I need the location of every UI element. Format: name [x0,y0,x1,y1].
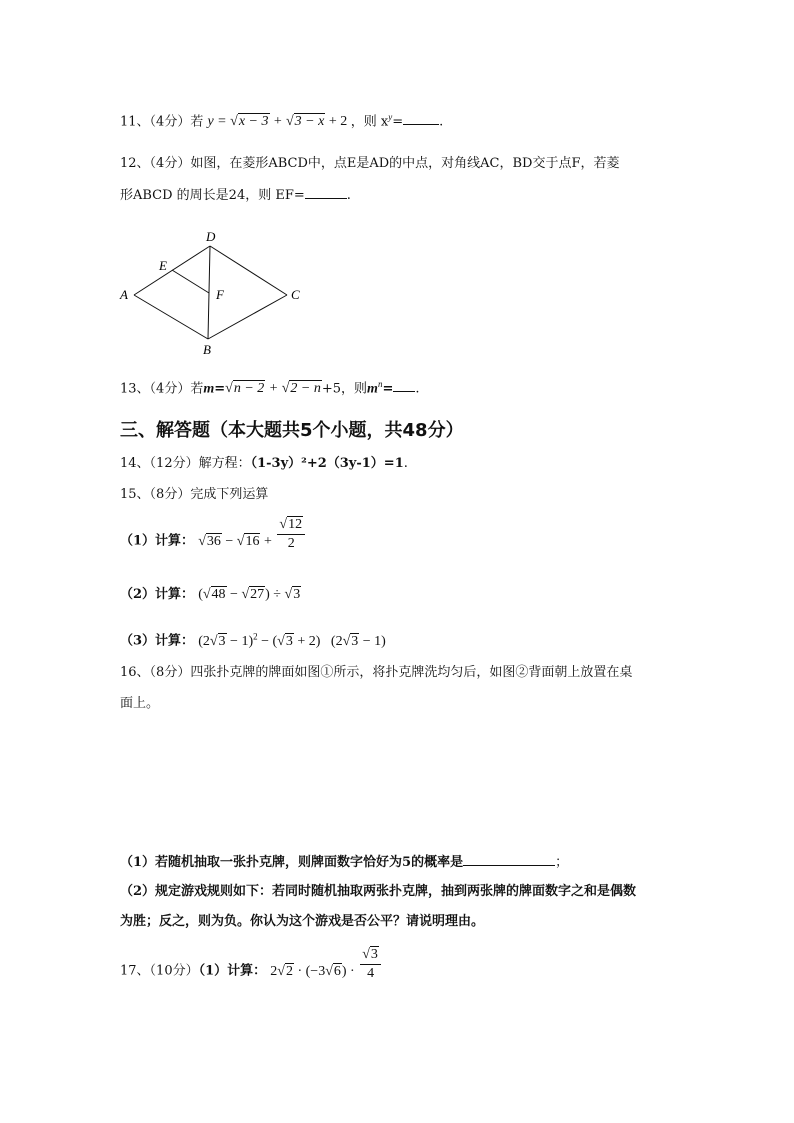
q15-p3-expr: $(2√3 - 1)^2 - (√3 + 2)$ (2√3 − 1) [198,631,386,649]
q17-label: （1）计算： [198,963,267,979]
q16-part2-line2: 为胜；反之，则为负。你认为这个游戏是否公平？请说明理由。 [120,914,485,929]
question-16-line2: 面上。 [120,696,160,711]
label-a: A [120,287,128,302]
question-14 [120,455,408,473]
q11-tail: = [392,114,404,130]
question-11 [120,108,443,131]
q17-prefix: 17、（10分） [120,963,199,979]
q13-tail: = [382,381,394,397]
q15-p3-label: （3）计算： [120,633,195,649]
q12-end: . [346,188,351,203]
question-15-title: 15、（8分）完成下列运算 [120,487,269,502]
q13-m: m [203,381,215,397]
q17-expr: 2√2 · (−3√6) · $\frac{√3}{4}$ [270,964,383,979]
q15-part1 [120,517,307,553]
q14-end: . [403,456,408,471]
q13-sup: n [377,379,383,389]
label-c: C [291,287,300,302]
side-ba [134,295,208,339]
label-b: B [203,342,211,357]
q13-prefix: 13、（4分）若 [120,381,204,397]
question-12-line2 [120,186,351,205]
q15-p2-label: （2）计算： [120,587,195,602]
answer-blank-16[interactable] [463,853,555,866]
label-e: E [159,258,167,273]
q15-p1-expr: √36 − √16 + $\frac{√12}{2}$ [198,534,307,549]
q11-end: . [439,114,444,130]
question-13: 13、（4分）若m=√n − 2 + √2 − n+5，则$m^n=$ . [120,379,420,397]
answer-blank-12[interactable] [305,186,347,199]
answer-blank-13[interactable] [393,379,415,392]
label-d: D [206,229,216,244]
q11-prefix: 11、（4分）若 [120,114,204,130]
section-heading: 三、解答题（本大题共5个小题，共48分） [120,420,464,441]
q13-end: . [415,381,420,397]
q13-mid: ，则 [341,381,368,397]
q14-equation: （1-3y）²+2（3y-1）=1 [250,456,404,471]
question-16-line1: 16、（8分）四张扑克牌的牌面如图①所示，将扑克牌洗均匀后，如图②背面朝上放置在桌 [120,665,633,680]
label-f: F [216,287,224,302]
q16-p1-end: ； [555,855,569,870]
q14-prefix: 14、（12分）解方程： [120,456,251,471]
q15-p1-label: （1）计算： [120,533,195,549]
q12-line2-text: 形ABCD 的周长是24，则 EF= [120,188,305,203]
q16-part2-line1: （2）规定游戏规则如下：若同时随机抽取两张扑克牌，抽到两张牌的牌面数字之和是偶数 [120,884,637,899]
q15-part2 [120,586,301,604]
segment-ef [172,270,209,293]
q11-equation: y = √x − 3 + √3 − x + 2 [207,114,348,130]
q15-p2-expr: (√48 − √27) ÷ √3 [198,587,301,602]
rhombus-figure [112,226,312,358]
q15-part3 [120,627,386,651]
q11-sup: y [388,112,393,122]
q16-p1-text: （1）若随机抽取一张扑克牌，则牌面数字恰好为5的概率是 [120,855,464,870]
question-12-line1: 12、（4分）如图，在菱形ABCD中，点E是AD的中点，对角线AC，BD交于点F，若菱 [120,156,620,171]
answer-blank-11[interactable] [403,112,439,125]
q11-mid: ，则 x [350,114,389,130]
question-17 [120,947,383,983]
q16-part1 [120,853,568,872]
